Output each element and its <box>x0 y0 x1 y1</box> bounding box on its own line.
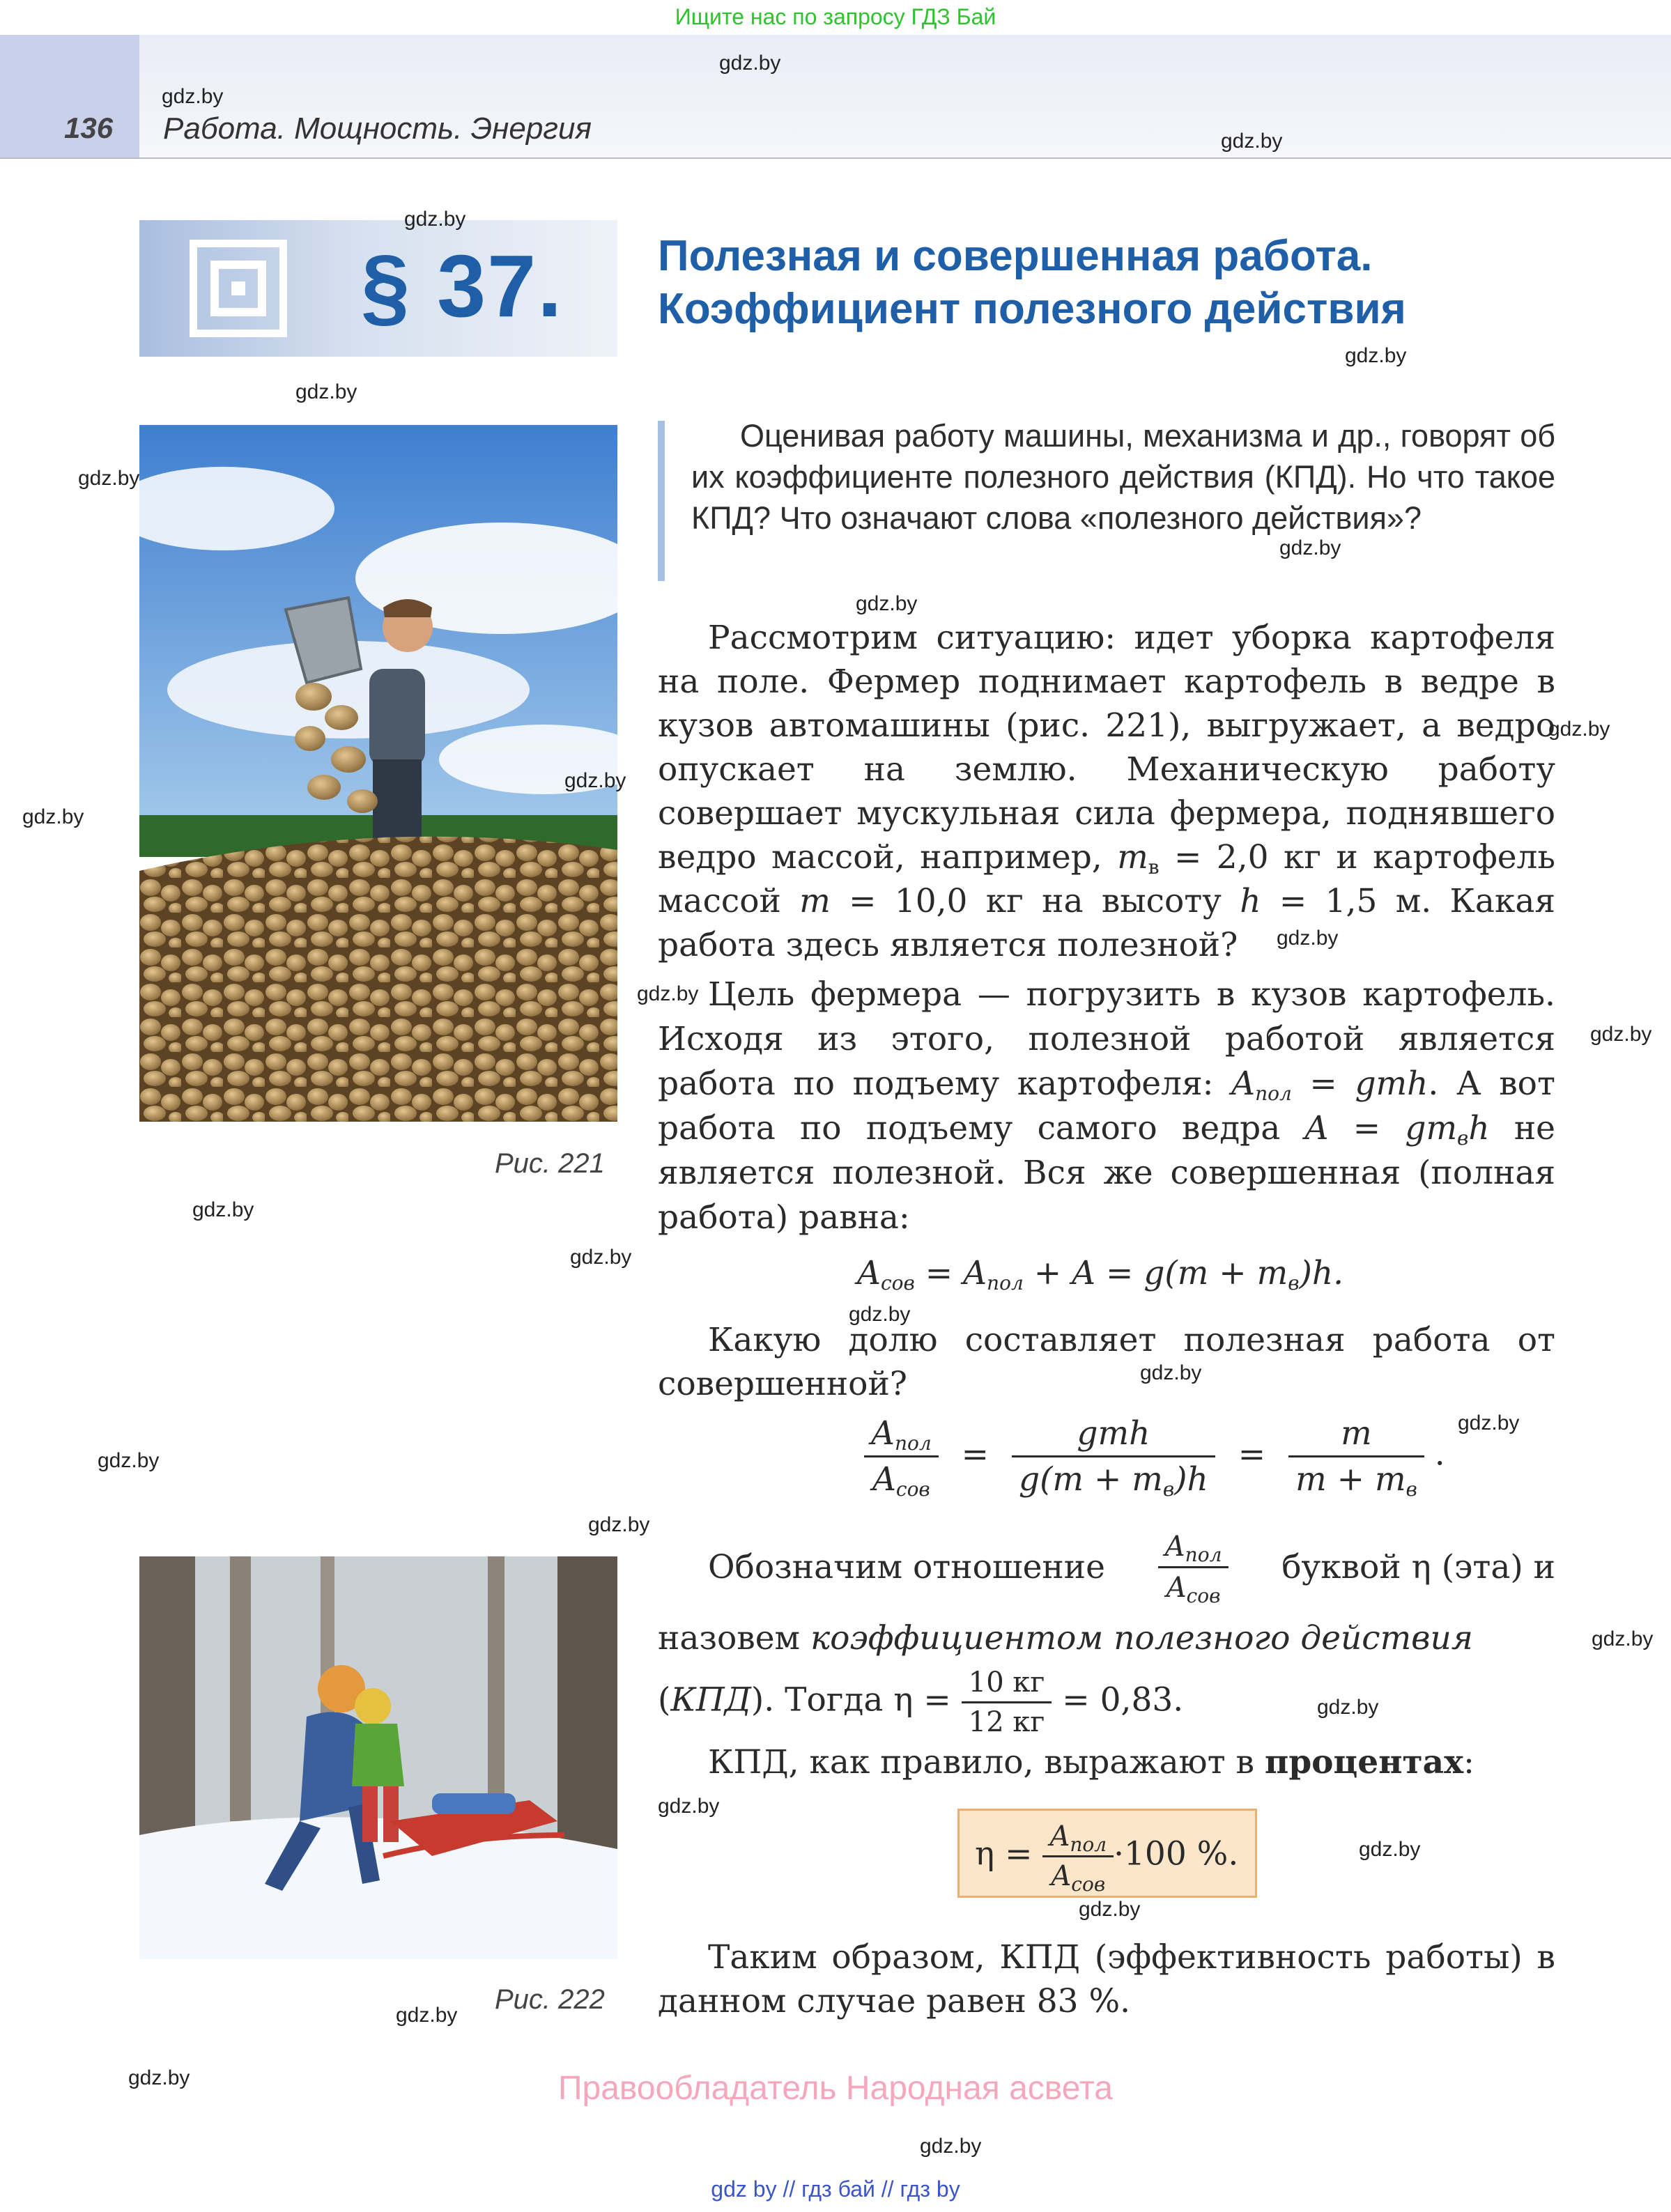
paragraph-conclusion: Таким образом, КПД (эффективность работы) в данном случае равен 83 %. <box>658 1938 1555 2020</box>
watermark: gdz.by <box>1590 1023 1652 1046</box>
intro-accent-bar <box>658 421 665 581</box>
eta-value-fraction: $\frac{10 кг}{12 кг}$ <box>962 1666 1052 1738</box>
watermark: gdz.by <box>128 2066 190 2089</box>
watermark: gdz.by <box>1140 1361 1202 1384</box>
chapter-title: Работа. Мощность. Энергия <box>163 111 592 146</box>
ratio-fraction-2: $\frac{\text{gmh}}{g(m + m_в)h}$ <box>1012 1414 1215 1499</box>
figure-222-caption: Рис. 222 <box>495 1984 605 2015</box>
watermark: gdz.by <box>295 380 357 403</box>
watermark: gdz.by <box>162 85 224 108</box>
watermark: gdz.by <box>849 1303 911 1326</box>
search-banner: Ищите нас по запросу ГДЗ Бай <box>675 4 996 29</box>
p1-mass-sub: в <box>1148 856 1160 879</box>
section-number: § 37. <box>361 237 564 335</box>
paragraph-useful-work <box>658 973 1555 1240</box>
concentric-squares-icon <box>190 240 287 337</box>
p4-term-lead: назовем <box>658 1619 801 1657</box>
p1-h-var: h <box>1240 882 1261 920</box>
watermark: gdz.by <box>396 2004 458 2027</box>
figure-221-caption: Рис. 221 <box>495 1148 605 1179</box>
watermark: gdz.by <box>22 805 84 828</box>
watermark: gdz.by <box>78 467 140 490</box>
section-title <box>658 230 1564 336</box>
p1-h-val: = 1,5 м. Какая работа здесь является полезной? <box>658 882 1555 964</box>
watermark: gdz.by <box>658 1795 720 1818</box>
formula-total-work: $A_{сов} = A_{пол} + A = g(m + m_в)h$. <box>857 1254 1344 1294</box>
ratio-fraction-1: $\frac{A_{пол}}{A_{сов}}$ <box>864 1414 939 1499</box>
paragraph-potato-situation <box>658 616 1555 967</box>
p4-text-a: Обозначим отношение <box>708 1547 1105 1586</box>
efficiency-formula: η = $\frac{A_{пол}}{A_{сов}}$ ·100 %. <box>975 1820 1239 1896</box>
section-title-line-2: Коэффициент полезного действия <box>658 285 1406 333</box>
page-header <box>0 35 1671 159</box>
watermark: gdz.by <box>588 1513 650 1536</box>
p1-mass-val: = 2,0 кг и картофель массой <box>658 838 1555 920</box>
watermark: gdz.by <box>719 52 781 75</box>
paragraph-efficiency-definition <box>658 1530 1555 1607</box>
p2-text-c: не является полезной. Вся же совершенная (полная работа) равна: <box>658 1109 1555 1237</box>
watermark: gdz.by <box>920 2135 982 2158</box>
p4-abbr: КПД <box>670 1680 751 1719</box>
potato-harvest-image <box>139 425 617 1122</box>
paragraph-efficiency-term <box>658 1616 1555 1660</box>
figure-222-sled-children <box>139 1556 617 1959</box>
watermark: gdz.by <box>1279 536 1341 559</box>
watermark: gdz.by <box>1345 344 1407 367</box>
ratio-fraction-inline: $\frac{A_{пол}}{A_{сов}}$ <box>1158 1530 1229 1604</box>
p1-m-val: = 10,0 кг на высоту <box>830 882 1240 920</box>
p4-text-e: = 0,83. <box>1062 1680 1184 1719</box>
p2-text-a: Цель фермера — погрузить в кузов картофель. Исходя из этого, полезной работой является работа по подъему картофеля: <box>658 975 1555 1103</box>
watermark: gdz.by <box>192 1198 254 1221</box>
watermark: gdz.by <box>1592 1627 1654 1650</box>
p1-m-var: m <box>799 882 831 920</box>
p5-bold-word: процентах <box>1264 1743 1464 1781</box>
header-divider <box>0 157 1671 159</box>
p1-mass-var: m <box>1117 838 1148 876</box>
efficiency-formula-box <box>957 1809 1257 1898</box>
formula-a-bucket: $A = gm_вh$ <box>1304 1109 1490 1150</box>
p1-text: Рассмотрим ситуацию: идет уборка картофеля на поле. Фермер поднимает картофель в ведре в кузов автомашины (рис. 221), выгружает, а ведро опускает на землю. Механическую работу совершает мускульная сила фермера, поднявшего ведро массой, например, <box>658 619 1555 876</box>
watermark: gdz.by <box>98 1449 160 1472</box>
watermark: gdz.by <box>856 592 918 615</box>
section-badge <box>139 220 617 357</box>
paragraph-percent: КПД, как правило, выражают в процентах: <box>708 1743 1475 1781</box>
p4-term: коэффициентом полезного действия <box>810 1619 1473 1657</box>
formula-ratio: $\frac{A_{пол}}{A_{сов}}$ = $\frac{\text{gmh}}{g(m + m_в)h}$ = $\frac{m}{m + m_в}$ . <box>864 1414 1445 1499</box>
formula-a-pol-mgh: $A_{пол}$ = gmh <box>1231 1065 1429 1105</box>
paragraph-efficiency-value: (КПД). Тогда η = $\frac{10 кг}{12 кг}$ = 0,83. <box>658 1666 1184 1738</box>
page-number: 136 <box>64 111 114 144</box>
section-title-line-1: Полезная и совершенная работа. <box>658 232 1373 280</box>
ratio-fraction-3: $\frac{m}{m + m_в}$ <box>1288 1414 1424 1499</box>
paragraph-share-question: Какую долю составляет полезная работа от совершенной? <box>658 1321 1555 1403</box>
p4-text-d: ). Тогда η = <box>750 1680 951 1719</box>
intro-text: Оценивая работу машины, механизма и др., говорят об их коэффициенте полезного действия (КПД). Но что такое КПД? Что означают слова «полезного действия»? <box>691 418 1555 536</box>
copyright-holder: Правообладатель Народная асвета <box>558 2070 1113 2107</box>
watermark: gdz.by <box>1359 1838 1421 1861</box>
p2-text-b: . А вот работа по подъему самого ведра <box>658 1065 1555 1147</box>
watermark: gdz.by <box>1277 927 1339 950</box>
watermark: gdz.by <box>637 982 699 1005</box>
footer-links[interactable]: gdz by // гдз бай // гдз by <box>711 2176 960 2202</box>
p4-text-b-word: буквой η (эта) и <box>1281 1547 1555 1586</box>
watermark: gdz.by <box>1548 718 1610 741</box>
children-with-sled-image <box>139 1556 617 1959</box>
watermark: gdz.by <box>1317 1696 1379 1719</box>
watermark: gdz.by <box>1079 1898 1141 1921</box>
watermark: gdz.by <box>404 208 466 231</box>
figure-221-potato-harvest <box>139 425 617 1122</box>
watermark: gdz.by <box>570 1246 632 1269</box>
watermark: gdz.by <box>1458 1411 1520 1434</box>
watermark: gdz.by <box>1221 130 1283 153</box>
watermark: gdz.by <box>564 769 626 792</box>
